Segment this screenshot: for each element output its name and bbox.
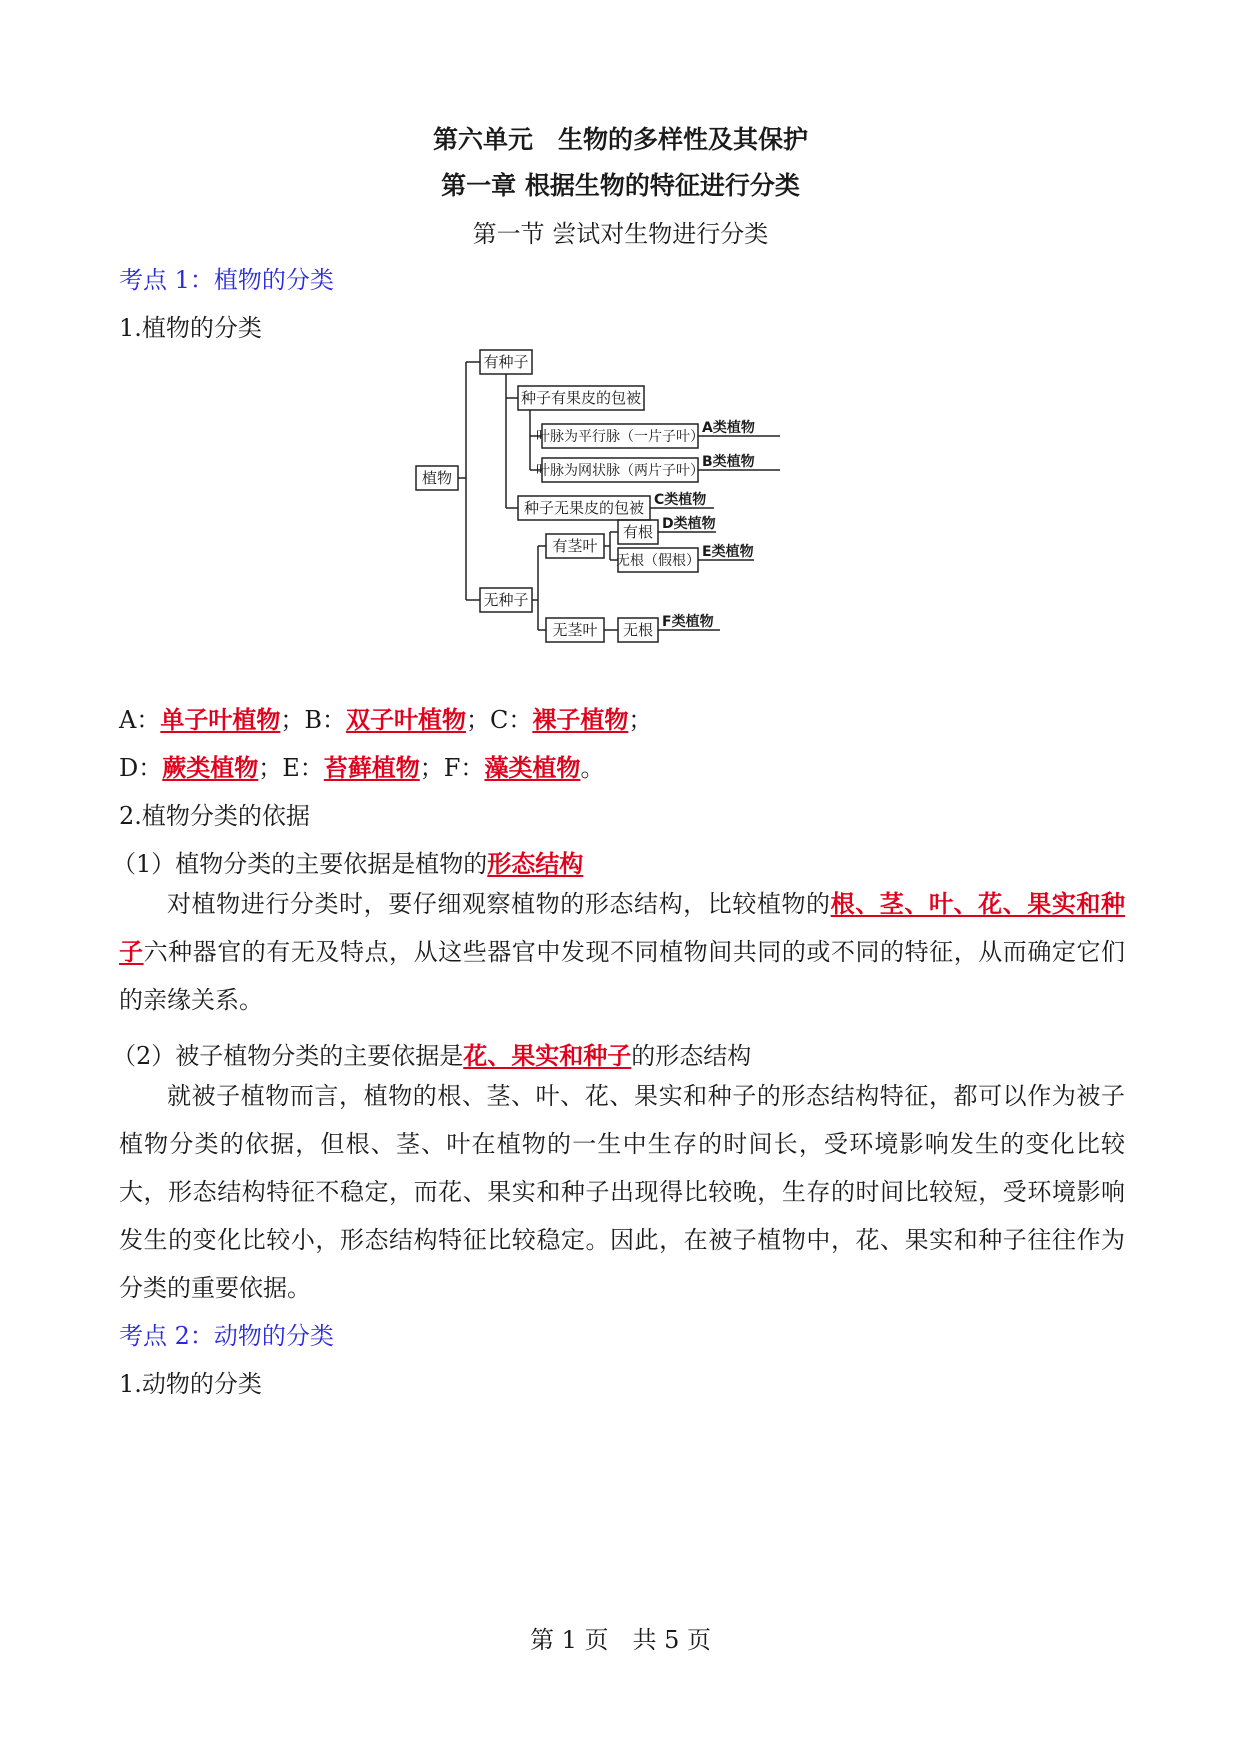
diagram-net-label: 叶脉为网状脉（两片子叶） — [536, 463, 704, 479]
answer-c-end: ； — [628, 706, 653, 734]
page-footer: 第 1 页 共 5 页 — [529, 1626, 712, 1654]
answer-c-prefix: ；C： — [465, 706, 533, 734]
basis-paragraph-1-post: 六种器官的有无及特点，从这些器官中发现不同植物间共同的或不同的特征，从而确定它们的亲缘关系。 — [119, 938, 1126, 1014]
answer-d: 蕨类植物 — [162, 753, 259, 782]
basis-point-2-text: （2）被子植物分类的主要依据是 — [112, 1042, 464, 1070]
basis-point-2 — [112, 1036, 751, 1071]
basis-point-1 — [112, 844, 583, 879]
answer-f-prefix: ；F： — [419, 754, 485, 782]
diagram-false-root-label: 无根（假根） — [616, 553, 700, 569]
diagram-seedless-label: 无种子 — [483, 591, 529, 609]
diagram-label-e: E类植物 — [702, 544, 754, 560]
answer-line-1 — [119, 700, 652, 735]
answer-a: 单子叶植物 — [160, 705, 281, 734]
answer-c: 裸子植物 — [532, 705, 629, 734]
basis-paragraph-1 — [119, 880, 1125, 1024]
answer-e: 苔藓植物 — [323, 753, 420, 782]
basis-paragraph-1-pre: 对植物进行分类时，要仔细观察植物的形态结构，比较植物的 — [167, 890, 831, 918]
answer-f-end: 。 — [580, 754, 605, 782]
answer-e-prefix: ；E： — [258, 754, 324, 782]
diagram-label-d: D类植物 — [662, 516, 716, 532]
answer-a-prefix: A： — [119, 706, 161, 734]
key-point-2-title: 考点 2：动物的分类 — [119, 1322, 334, 1350]
plant-classification-heading: 1.植物的分类 — [119, 314, 262, 342]
section-title: 第一节 尝试对生物进行分类 — [472, 220, 769, 248]
plant-classification-diagram — [410, 348, 830, 648]
diagram-label-c: C类植物 — [654, 492, 707, 508]
basis-paragraph-2: 就被子植物而言，植物的根、茎、叶、花、果实和种子的形态结构特征，都可以作为被子植物分类的依据，但根、茎、叶在植物的一生中生存的时间长，受环境影响发生的变化比较大，形态结构特征不稳定，而花、果实和种子出现得比较晚，生存的时间比较短，受环境影响发生的变化比较小，形态结构特征比较稳定。因此，在被子植物中，花、果实和种子往往作为分类的重要依据。 — [119, 1082, 1125, 1302]
animal-classification-heading: 1.动物的分类 — [119, 1370, 262, 1398]
diagram-stem-leaf-label: 有茎叶 — [552, 537, 598, 555]
diagram-label-f: F类植物 — [662, 614, 714, 630]
basis-heading: 2.植物分类的依据 — [119, 802, 310, 830]
diagram-parallel-label: 叶脉为平行脉（一片子叶） — [536, 429, 704, 445]
diagram-no-root-label: 无根 — [622, 621, 654, 639]
answer-b-prefix: ；B： — [280, 706, 346, 734]
basis-point-2-post: 的形态结构 — [631, 1042, 752, 1070]
diagram-gymnosperm-label: 种子无果皮的包被 — [523, 499, 645, 517]
chapter-title: 第一章 根据生物的特征进行分类 — [441, 171, 800, 200]
diagram-root-label: 植物 — [421, 469, 453, 487]
diagram-no-stem-leaf-label: 无茎叶 — [552, 621, 598, 639]
key-point-1-title: 考点 1：植物的分类 — [119, 266, 334, 294]
diagram-label-b: B类植物 — [702, 454, 755, 470]
answer-b: 双子叶植物 — [345, 705, 466, 734]
diagram-seed-label: 有种子 — [483, 353, 529, 371]
basis-paragraph-1-answer: 根、茎、叶、花、果实和种子 — [119, 889, 1126, 966]
basis-point-1-answer: 形态结构 — [487, 849, 584, 878]
answer-line-2 — [119, 748, 604, 783]
unit-title: 第六单元 生物的多样性及其保护 — [432, 125, 808, 154]
answer-f: 藻类植物 — [484, 753, 581, 782]
diagram-angiosperm-label: 种子有果皮的包被 — [520, 389, 642, 407]
answer-d-prefix: D： — [119, 754, 163, 782]
basis-point-2-answer: 花、果实和种子 — [463, 1041, 632, 1070]
basis-point-1-text: （1）植物分类的主要依据是植物的 — [112, 850, 488, 878]
diagram-label-a: A类植物 — [702, 420, 755, 436]
diagram-has-root-label: 有根 — [622, 523, 654, 541]
